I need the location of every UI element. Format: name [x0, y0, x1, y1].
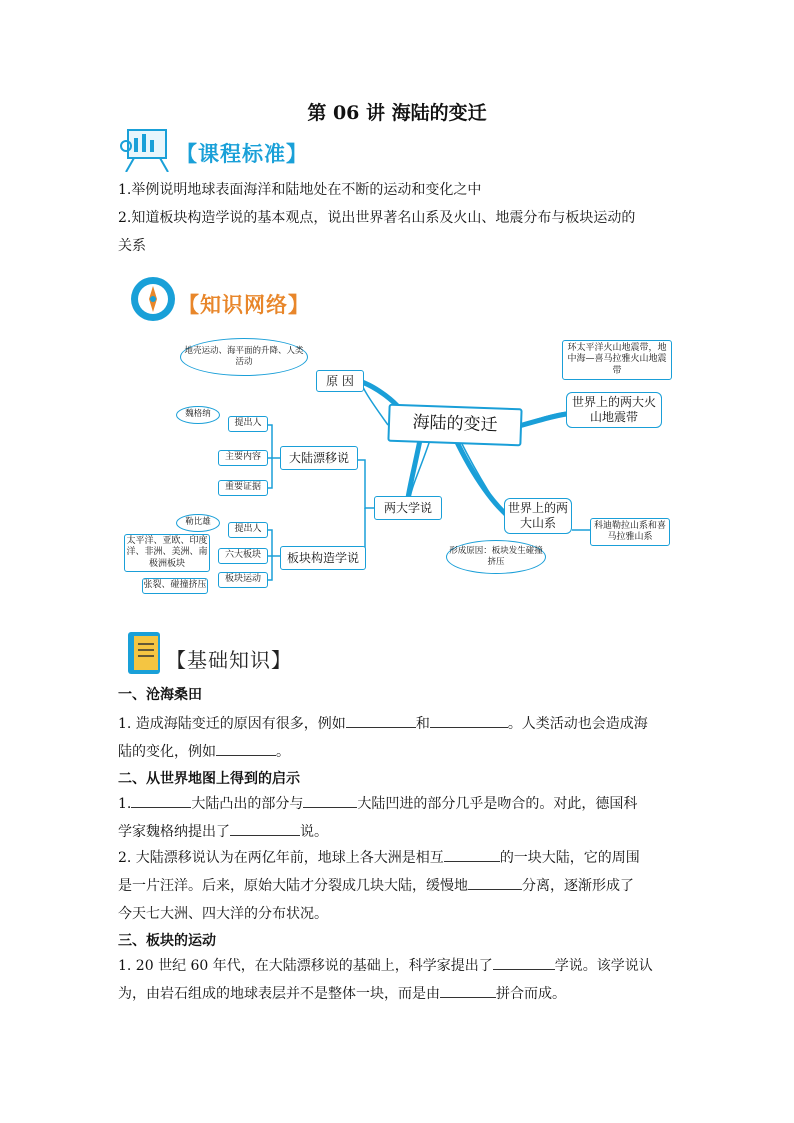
blank[interactable]: [303, 793, 357, 808]
node-plate-theory: 板块构造学说: [280, 546, 366, 570]
section-heading-network: 【知识网络】: [178, 293, 310, 317]
text: 。人类活动也会造成海: [507, 716, 648, 732]
cause-note: 地壳运动、海平面的升降、人类活动: [180, 338, 308, 376]
text: 1.: [118, 796, 132, 812]
blank[interactable]: [216, 741, 276, 756]
node-volcano-belt: 世界上的两大火山地震带: [566, 392, 662, 428]
blank[interactable]: [230, 821, 300, 836]
blank[interactable]: [440, 983, 496, 998]
mountains-note: 科迪勒拉山系和喜马拉雅山系: [590, 518, 670, 546]
node-center: 海陆的变迁: [387, 404, 522, 447]
subsection-3-title: 三、板块的运动: [118, 933, 216, 949]
node-two-theories: 两大学说: [374, 496, 442, 520]
pt-six-note: 太平洋、亚欧、印度洋、非洲、美洲、南极洲板块: [124, 534, 210, 572]
blank[interactable]: [468, 875, 522, 890]
text: 1. 造成海陆变迁的原因有很多，例如: [118, 716, 346, 732]
basics-s2-p2: [118, 844, 678, 928]
text: 1. 20 世纪 60 年代，在大陆漂移说的基础上，科学家提出了: [118, 958, 493, 974]
basics-s1-p1: [118, 710, 678, 766]
subsection-1-title: 一、沧海桑田: [118, 687, 202, 703]
node-pt-proposer: 提出人: [228, 522, 268, 538]
text: 学说。该学说认: [554, 958, 653, 974]
node-cd-evidence: 重要证据: [218, 480, 268, 496]
node-pt-motion: 板块运动: [218, 572, 268, 588]
blank[interactable]: [493, 955, 555, 970]
subsection-2-title: 二、从世界地图上得到的启示: [118, 771, 300, 787]
node-pt-six: 六大板块: [218, 548, 268, 564]
section-heading-basics: 【基础知识】: [166, 648, 292, 672]
pt-motion-note: 张裂、碰撞挤压: [142, 578, 208, 594]
node-cd-content: 主要内容: [218, 450, 268, 466]
volcano-note: 环太平洋火山地震带，地中海—喜马拉雅火山地震带: [562, 340, 672, 380]
text: 陆的变化，例如: [118, 744, 216, 760]
node-mountains: 世界上的两大山系: [504, 498, 572, 534]
blank[interactable]: [444, 847, 500, 862]
text: 大陆凸出的部分与: [191, 796, 304, 812]
mindmap: [120, 330, 690, 600]
blank[interactable]: [131, 793, 191, 808]
page-title: 第 06 讲 海陆的变迁: [307, 102, 487, 124]
node-continental-drift: 大陆漂移说: [280, 446, 358, 470]
text: 学家魏格纳提出了: [118, 824, 230, 840]
text: 分离，逐渐形成了: [522, 878, 634, 894]
text: 。: [276, 744, 290, 760]
basics-s2-p1: [118, 790, 678, 846]
easel-icon: [120, 128, 172, 172]
blank[interactable]: [346, 713, 416, 728]
cd-proposer-note: 魏格纳: [176, 406, 220, 424]
text: 是一片汪洋。后来，原始大陆才分裂成几块大陆，缓慢地: [118, 878, 468, 894]
node-cd-proposer: 提出人: [228, 416, 268, 432]
text: 2. 大陆漂移说认为在两亿年前，地球上各大洲是相互: [118, 850, 444, 866]
text: 的一块大陆，它的周围: [499, 850, 640, 866]
text: 今天七大洲、四大洋的分布状况。: [118, 906, 328, 922]
notebook-icon: [124, 630, 164, 676]
blank[interactable]: [430, 713, 508, 728]
basics-s3-p1: [118, 952, 678, 1008]
node-cause: 原 因: [316, 370, 364, 392]
mountains-cause-note: 形成原因：板块发生碰撞挤压: [446, 540, 546, 574]
section-heading-standards: 【课程标准】: [176, 142, 308, 166]
text: 和: [415, 716, 430, 732]
text: 说。: [300, 824, 328, 840]
text: 大陆凹进的部分几乎是吻合的。对此，德国科: [357, 796, 638, 812]
compass-icon: [130, 276, 176, 322]
standard-item-1: 1.举例说明地球表面海洋和陆地处在不断的运动和变化之中: [118, 182, 482, 198]
pt-proposer-note: 勒比雄: [176, 514, 220, 532]
standard-item-2-line2: 关系: [118, 238, 146, 254]
text: 为，由岩石组成的地球表层并不是整体一块，而是由: [118, 986, 440, 1002]
text: 拼合而成。: [496, 986, 566, 1002]
standard-item-2-line1: 2.知道板块构造学说的基本观点，说出世界著名山系及火山、地震分布与板块运动的: [118, 210, 636, 226]
